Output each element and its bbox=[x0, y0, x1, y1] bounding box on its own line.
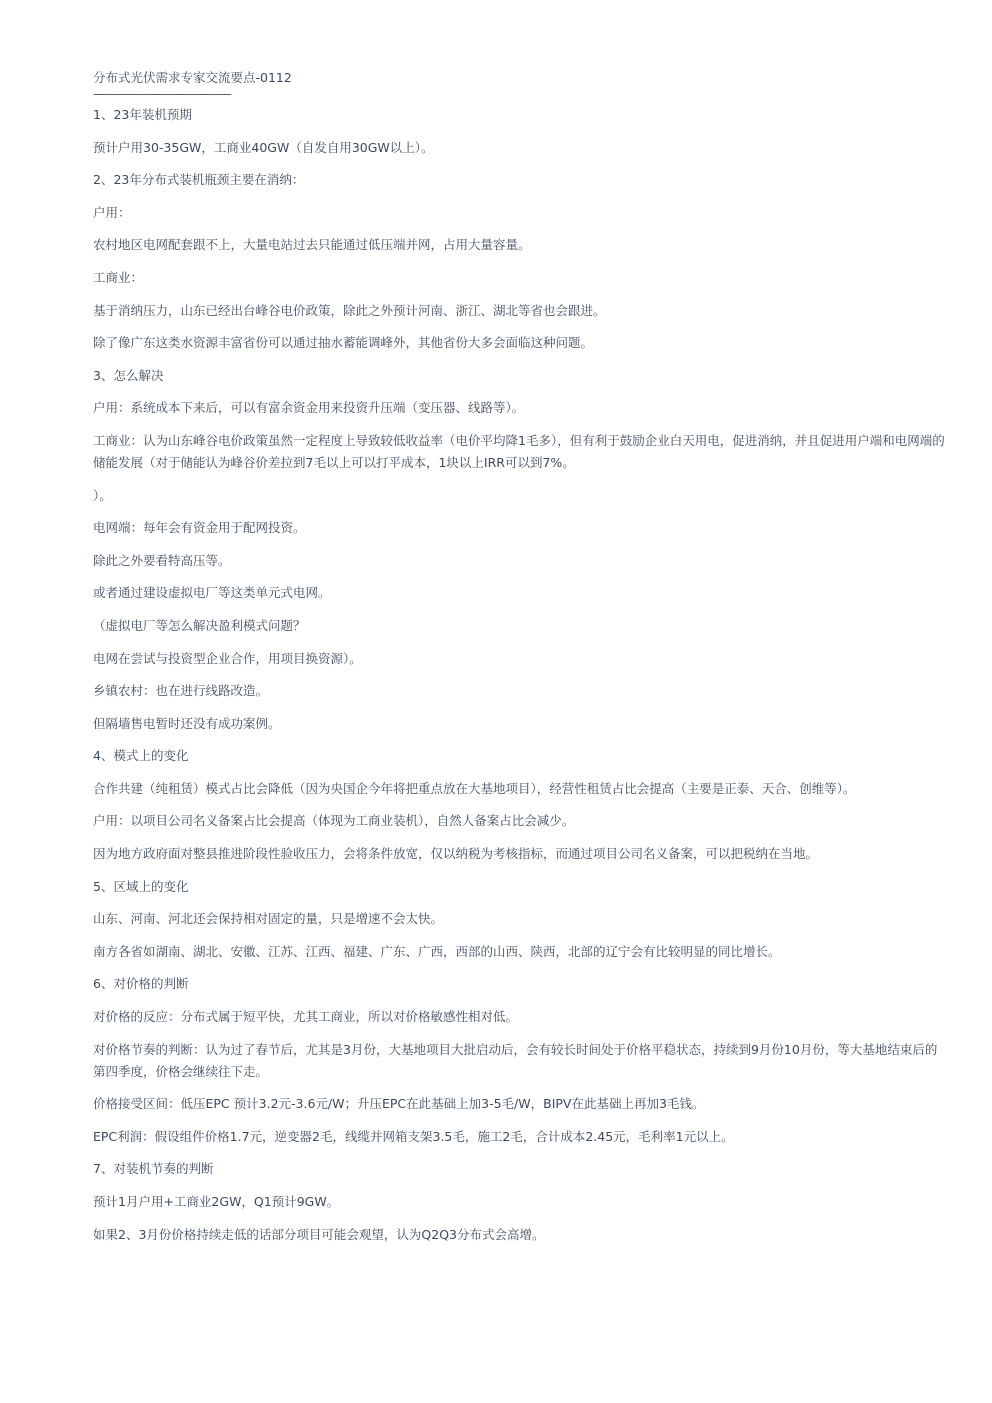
section-heading: 1、23年装机预期 bbox=[93, 107, 192, 122]
paragraph: 对价格的反应：分布式属于短平快，尤其工商业，所以对价格敏感性相对低。 bbox=[93, 1009, 519, 1025]
paragraph: ）。 bbox=[93, 487, 112, 503]
paragraph: 户用：以项目公司名义备案占比会提高（体现为工商业装机），自然人备案占比会减少。 bbox=[93, 813, 575, 829]
title-underline: ———————————— bbox=[93, 88, 231, 101]
paragraph: 价格接受区间：低压EPC 预计3.2元-3.6元/W；升压EPC在此基础上加3-5毛/W，BIPV在此基础上再加3毛钱。 bbox=[93, 1096, 705, 1112]
paragraph: 基于消纳压力，山东已经出台峰谷电价政策，除此之外预计河南、浙江、湖北等省也会跟进。 bbox=[93, 302, 606, 318]
paragraph: 山东、河南、河北还会保持相对固定的量，只是增速不会太快。 bbox=[93, 911, 444, 927]
document-body bbox=[93, 68, 945, 1256]
paragraph: 户用：系统成本下来后，可以有富余资金用来投资升压端（变压器、线路等）。 bbox=[93, 400, 525, 416]
document-title: 分布式光伏需求专家交流要点-0112 bbox=[93, 70, 292, 85]
paragraph: 预计户用30-35GW，工商业40GW（自发自用30GW以上）。 bbox=[93, 139, 434, 155]
section-heading: 5、区域上的变化 bbox=[93, 878, 189, 894]
paragraph: 因为地方政府面对整县推进阶段性验收压力，会将条件放宽，仅以纳税为考核指标，而通过项目公司名义备案，可以把税纳在当地。 bbox=[93, 846, 819, 862]
paragraph: 或者通过建设虚拟电厂等这类单元式电网。 bbox=[93, 585, 331, 601]
paragraph: 但隔墙售电暂时还没有成功案例。 bbox=[93, 715, 281, 731]
paragraph: 工商业： bbox=[93, 269, 144, 285]
section-heading: 6、对价格的判断 bbox=[93, 976, 189, 992]
paragraph: 除了像广东这类水资源丰富省份可以通过抽水蓄能调峰外，其他省份大多会面临这种问题。 bbox=[93, 335, 594, 351]
paragraph: 预计1月户用+工商业2GW，Q1预计9GW。 bbox=[93, 1194, 340, 1209]
paragraph: 电网端：每年会有资金用于配网投资。 bbox=[93, 520, 306, 536]
section-heading: 3、怎么解决 bbox=[93, 367, 164, 383]
paragraph: （虚拟电厂等怎么解决盈利模式问题？ bbox=[93, 617, 306, 633]
paragraph: 工商业：认为山东峰谷电价政策虽然一定程度上导致较低收益率（电价平均降1毛多），但有利于鼓励企业白天用电，促进消纳，并且促进用户端和电网端的储能发展（对于储能认为峰谷价差拉到7毛以上可以打平成本，1块以上IRR可以到7%。 bbox=[93, 432, 945, 470]
paragraph: 如果2、3月份价格持续走低的话部分项目可能会观望，认为Q2Q3分布式会高增。 bbox=[93, 1226, 545, 1242]
paragraph: 农村地区电网配套跟不上，大量电站过去只能通过低压端并网，占用大量容量。 bbox=[93, 237, 531, 253]
section-heading: 7、对装机节奏的判断 bbox=[93, 1161, 214, 1177]
paragraph-list bbox=[93, 104, 945, 1256]
paragraph: 除此之外要看特高压等。 bbox=[93, 552, 231, 568]
paragraph: 电网在尝试与投资型企业合作，用项目换资源）。 bbox=[93, 650, 362, 666]
paragraph: 乡镇农村：也在进行线路改造。 bbox=[93, 683, 269, 699]
paragraph: EPC利润：假设组件价格1.7元，逆变器2毛，线缆并网箱支架3.5毛，施工2毛，合计成本2.45元，毛利率1元以上。 bbox=[93, 1128, 734, 1144]
paragraph: 合作共建（纯租赁）模式占比会降低（因为央国企今年将把重点放在大基地项目），经营性租赁占比会提高（主要是正泰、天合、创维等）。 bbox=[93, 780, 856, 796]
section-heading: 4、模式上的变化 bbox=[93, 748, 189, 764]
section-heading: 2、23年分布式装机瓶颈主要在消纳： bbox=[93, 172, 305, 188]
paragraph: 对价格节奏的判断：认为过了春节后，尤其是3月份，大基地项目大批启动后，会有较长时间处于价格平稳状态，持续到9月份10月份，等大基地结束后的第四季度，价格会继续往下走。 bbox=[93, 1041, 938, 1079]
paragraph: 户用： bbox=[93, 204, 131, 220]
paragraph: 南方各省如湖南、湖北、安徽、江苏、江西、福建、广东、广西，西部的山西、陕西，北部的辽宁会有比较明显的同比增长。 bbox=[93, 943, 781, 959]
